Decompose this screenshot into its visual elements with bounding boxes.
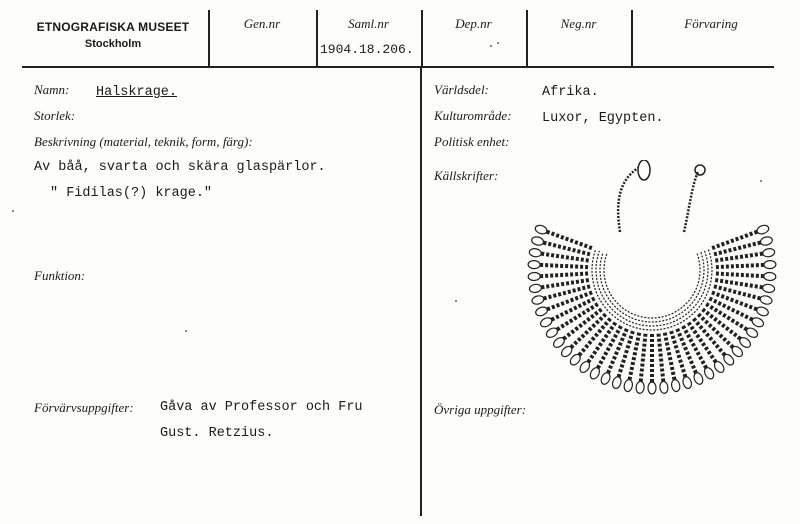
header-dep-nr: Dep.nr: [455, 16, 492, 31]
beskrivning-line-2: " Fidilas(?) krage.": [50, 186, 213, 201]
beaded-collar-icon: [520, 160, 790, 400]
kallskrifter-label: Källskrifter:: [434, 168, 499, 183]
speck: [12, 210, 14, 212]
namn-value: Halskrage.: [96, 85, 178, 100]
header-neg-nr: Neg.nr: [560, 16, 597, 31]
speck: [760, 180, 762, 182]
museum-city: Stockholm: [84, 38, 142, 50]
museum-name: ETNOGRAFISKA MUSEET: [36, 20, 190, 34]
kulturomrade-label: Kulturområde:: [434, 108, 512, 123]
namn-label: Namn:: [34, 82, 70, 97]
header-rule: [22, 66, 774, 68]
header-gen-nr: Gen.nr: [243, 16, 281, 31]
header-saml-nr: Saml.nr: [348, 16, 389, 31]
storlek-label: Storlek:: [34, 108, 76, 123]
varldsdel-value: Afrika.: [542, 85, 599, 100]
header-forvaring: Förvaring: [684, 16, 738, 31]
speck: [490, 45, 492, 47]
speck: [497, 42, 499, 44]
forvarv-line-1: Gåva av Professor och Fru: [160, 400, 363, 415]
politisk-enhet-label: Politisk enhet:: [434, 134, 510, 149]
saml-nr-value: 1904.18.206.: [320, 42, 414, 57]
varldsdel-label: Världsdel:: [434, 82, 489, 97]
center-divider: [420, 66, 422, 516]
kulturomrade-value: Luxor, Egypten.: [542, 111, 664, 126]
forvarv-line-2: Gust. Retzius.: [160, 426, 274, 441]
beskrivning-label: Beskrivning (material, teknik, form, färg):: [34, 134, 253, 149]
beskrivning-line-1: Av båå, svarta och skära glaspärlor.: [34, 160, 326, 175]
forvarv-label: Förvärvsuppgifter:: [34, 400, 134, 415]
speck: [455, 300, 457, 302]
speck: [185, 330, 187, 332]
funktion-label: Funktion:: [34, 268, 86, 283]
ovriga-uppgifter-label: Övriga uppgifter:: [434, 402, 527, 417]
